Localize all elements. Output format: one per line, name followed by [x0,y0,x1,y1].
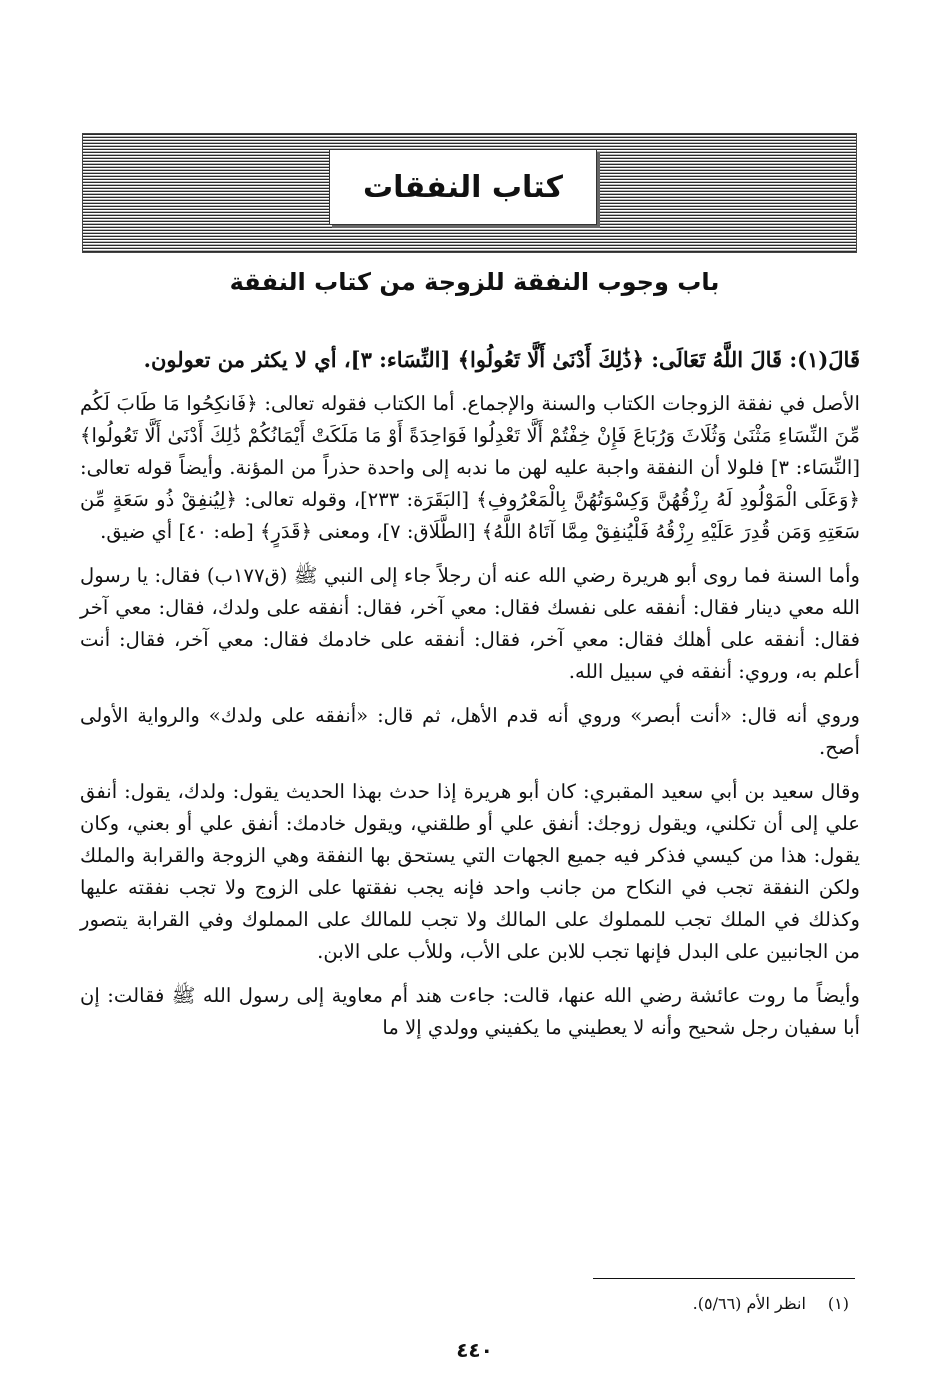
book-title-banner [82,133,857,253]
main-text [80,340,860,1056]
book-title: كتاب النفقات [363,169,563,205]
footnote [671,1294,849,1313]
paragraph: وقال سعيد بن أبي سعيد المقبري: كان أبو هريرة إذا حدث بهذا الحديث يقول: ولدك، يقول: أنفق علي إلى أن تكلني، ويقول زوجك: أنفق علي أو طلقني، ويقول خادمك: أنفق علي أو بعني، وكان يقول: هذا من كيسي فذكر فيه جميع الجهات التي يستحق بها النفقة وهي الزوجة والقرابة والملك ولكن النفقة تجب في النكاح من جانب واحد فإنه يجب نفقتها على الزوج ولا تجب نفقته عليها وكذلك في الملك تجب للمملوك على المالك ولا تجب للمالك على المملوك وفي القرابة يتصور من الجانبين على البدل فإنها تجب للابن على الأب، وللأب على الابن. [80,780,860,963]
book-title-box [329,149,597,225]
paragraph: وروي أنه قال: «أنت أبصر» وروي أنه قدم الأهل، ثم قال: «أنفقه على ولدك» والرواية الأولى أصح. [80,704,860,759]
page-number: ٤٤٠ [456,1338,493,1362]
footnote-number: (١) [827,1294,849,1313]
chapter-title: باب وجوب النفقة للزوجة من كتاب النفقة [229,268,720,296]
paragraph: وأما السنة فما روى أبو هريرة رضي الله عنه أن رجلاً جاء إلى النبي ﷺ (ق١٧٧ب) فقال: يا رسول الله معي دينار فقال: أنفقه على نفسك فقال: معي آخر، فقال: أنفقه على ولدك، فقال: معي آخر فقال: أنفقه على أهلك فقال: معي آخر، فقال: أنفقه على خادمك فقال: معي آخر، فقال: أنت أعلم به، وروي: أنفقه في سبيل الله. [80,564,860,683]
paragraph: الأصل في نفقة الزوجات الكتاب والسنة والإجماع. أما الكتاب فقوله تعالى: ﴿فَانكِحُوا مَا طَابَ لَكُم مِّنَ النِّسَاءِ مَثْنَىٰ وَثُلَاثَ وَرُبَاعَ فَإِنْ خِفْتُمْ أَلَّا تَعْدِلُوا فَوَاحِدَةً أَوْ مَا مَلَكَتْ أَيْمَانُكُمْ ذَٰلِكَ أَدْنَىٰ أَلَّا تَعُولُوا﴾ [النِّسَاء: ٣] فلولا أن النفقة واجبة عليه لهن ما ندبه إلى واحدة حذراً من المؤنة. وأيضاً قوله تعالى: ﴿وَعَلَى الْمَوْلُودِ لَهُ رِزْقُهُنَّ وَكِسْوَتُهُنَّ بِالْمَعْرُوفِ﴾ [البَقَرَة: ٢٣٣]، وقوله تعالى: ﴿لِيُنفِقْ ذُو سَعَةٍ مِّن سَعَتِهِ وَمَن قُدِرَ عَلَيْهِ رِزْقُهُ فَلْيُنفِقْ مِمَّا آتَاهُ اللَّهُ﴾ [الطَّلَاق: ٧]، ومعنى ﴿قَدَرٍ﴾ [طه: ٤٠] أي ضيق. [80,392,860,543]
paragraph: وأيضاً ما روت عائشة رضي الله عنها، قالت: جاءت هند أم معاوية إلى رسول الله ﷺ فقالت: إن أبا سفيان رجل شحيح وأنه لا يعطيني ما يكفيني وولدي إلا ما [80,984,860,1039]
opening-paragraph: قَالَ(١): قَالَ اللَّهُ تَعَالَى: ﴿ذَٰلِكَ أَدْنَىٰ أَلَّا تَعُولُوا﴾ [النِّسَاء: ٣]، أي لا يكثر من تعولون. [143,347,860,372]
footnote-divider [593,1278,855,1279]
footnote-text: انظر الأم (٥/٦٦). [692,1294,806,1313]
